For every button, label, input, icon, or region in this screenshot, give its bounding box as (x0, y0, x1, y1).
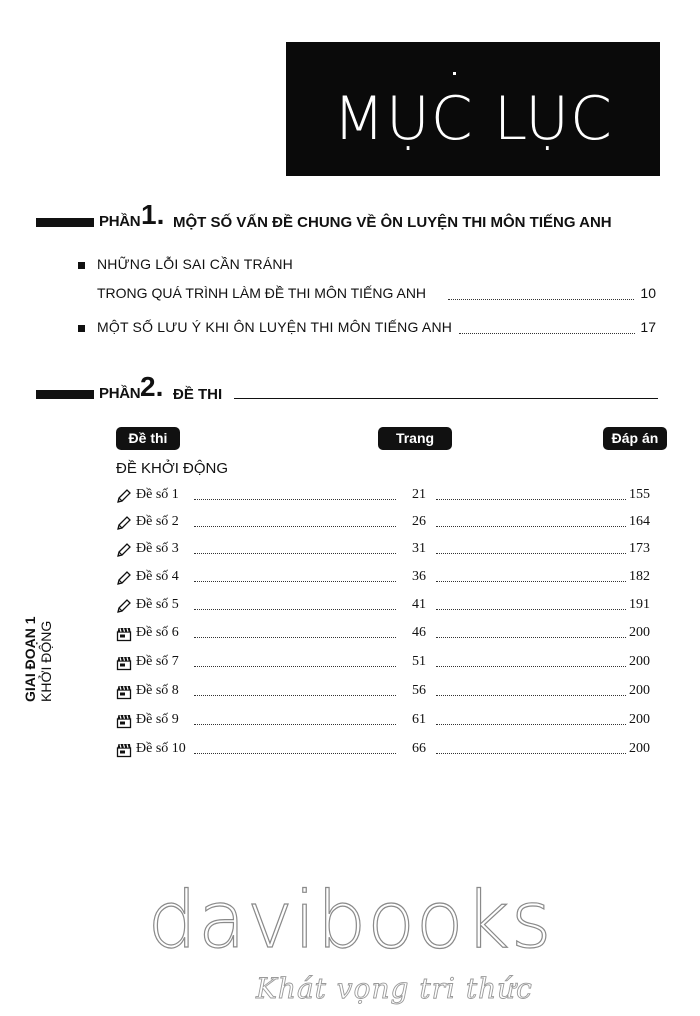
exam-page: 41 (412, 597, 426, 612)
answer-page: 155 (629, 487, 650, 502)
exam-page: 36 (412, 569, 426, 584)
toc-item-line1: NHỮNG LỖI SAI CẦN TRÁNH (97, 256, 293, 272)
pencil-icon (116, 570, 132, 586)
leader-dots (436, 499, 626, 500)
pencil-icon (116, 542, 132, 558)
part1-number: 1. (141, 199, 165, 230)
leader-dots (436, 753, 626, 754)
exam-page: 21 (412, 487, 426, 502)
exam-page: 51 (412, 654, 426, 669)
part2-header (36, 371, 660, 406)
leader-dots (436, 609, 626, 610)
leader-dots (436, 553, 626, 554)
exam-name: Đề số 7 (136, 654, 179, 669)
part1-heading: MỘT SỐ VẤN ĐỀ CHUNG VỀ ÔN LUYỆN THI MÔN TIẾNG ANH (173, 214, 612, 231)
title-dot (453, 72, 456, 75)
exam-row[interactable] (116, 712, 661, 732)
leader-dots (194, 724, 396, 725)
exam-name: Đề số 2 (136, 514, 179, 529)
exam-page: 66 (412, 741, 426, 756)
leader-dots (194, 499, 396, 500)
exam-row[interactable] (116, 597, 661, 617)
part2-number: 2. (140, 371, 164, 402)
pencil-icon (116, 515, 132, 531)
leader-dots (436, 526, 626, 527)
toc-page-number: 10 (640, 285, 656, 301)
leader-dots (194, 526, 396, 527)
clapperboard-icon (116, 626, 132, 642)
part2-prefix: PHẦN (99, 385, 141, 402)
exam-row[interactable] (116, 541, 661, 561)
leader-dots (194, 581, 396, 582)
exam-row[interactable] (116, 569, 661, 589)
exam-page: 56 (412, 683, 426, 698)
leader-dots (459, 333, 635, 334)
toc-page-number: 17 (640, 319, 656, 335)
part1-prefix: PHẦN (99, 213, 141, 230)
answer-page: 182 (629, 569, 650, 584)
exam-name: Đề số 9 (136, 712, 179, 727)
exam-row[interactable] (116, 683, 661, 703)
exam-name: Đề số 3 (136, 541, 179, 556)
exam-page: 61 (412, 712, 426, 727)
leader-dots (436, 695, 626, 696)
exam-name: Đề số 10 (136, 741, 186, 756)
answer-page: 173 (629, 541, 650, 556)
leader-dots (194, 637, 396, 638)
group-title: ĐỀ KHỞI ĐỘNG (116, 460, 229, 477)
exam-page: 26 (412, 514, 426, 529)
leader-dots (194, 666, 396, 667)
clapperboard-icon (116, 713, 132, 729)
column-answer-pill: Đáp án (603, 427, 667, 450)
answer-page: 191 (629, 597, 650, 612)
column-exam-pill: Đề thi (116, 427, 180, 450)
part2-rule (234, 398, 658, 399)
exam-row[interactable] (116, 654, 661, 674)
pencil-icon (116, 488, 132, 504)
leader-dots (436, 581, 626, 582)
leader-dots (194, 753, 396, 754)
part1-bar (36, 218, 94, 227)
exam-name: Đề số 1 (136, 487, 179, 502)
exam-name: Đề số 4 (136, 569, 179, 584)
answer-page: 200 (629, 625, 650, 640)
part2-bar (36, 390, 94, 399)
part1-header (36, 199, 660, 234)
leader-dots (436, 637, 626, 638)
exam-page: 46 (412, 625, 426, 640)
stage-side-label (22, 542, 54, 702)
bullet-square (78, 325, 85, 332)
part2-heading: ĐỀ THI (173, 386, 223, 403)
column-page-pill: Trang (378, 427, 452, 450)
answer-page: 164 (629, 514, 650, 529)
exam-row[interactable] (116, 514, 661, 534)
answer-page: 200 (629, 683, 650, 698)
answer-page: 200 (629, 654, 650, 669)
clapperboard-icon (116, 655, 132, 671)
leader-dots (194, 695, 396, 696)
exam-row[interactable] (116, 487, 661, 507)
leader-dots (194, 553, 396, 554)
brand-watermark: davibooks (147, 876, 553, 966)
leader-dots (436, 724, 626, 725)
title-box (286, 42, 660, 176)
exam-name: Đề số 5 (136, 597, 179, 612)
exam-name: Đề số 8 (136, 683, 179, 698)
clapperboard-icon (116, 742, 132, 758)
leader-dots (448, 299, 634, 300)
page-title: MỤC LỤC (333, 84, 613, 154)
leader-dots (194, 609, 396, 610)
stage-sublabel: KHỞI ĐỘNG (38, 620, 54, 702)
toc-item-line1: MỘT SỐ LƯU Ý KHI ÔN LUYỆN THI MÔN TIẾNG ANH (97, 319, 453, 335)
exam-name: Đề số 6 (136, 625, 179, 640)
exam-row[interactable] (116, 625, 661, 645)
leader-dots (436, 666, 626, 667)
brand-tagline: Khát vọng tri thức (256, 972, 533, 1005)
stage-label: GIAI ĐOẠN 1 (22, 616, 38, 702)
pencil-icon (116, 598, 132, 614)
toc-item-line2: TRONG QUÁ TRÌNH LÀM ĐỀ THI MÔN TIẾNG ANH (97, 285, 427, 301)
exam-page: 31 (412, 541, 426, 556)
bullet-square (78, 262, 85, 269)
answer-page: 200 (629, 712, 650, 727)
answer-page: 200 (629, 741, 650, 756)
clapperboard-icon (116, 684, 132, 700)
exam-row[interactable] (116, 741, 661, 761)
